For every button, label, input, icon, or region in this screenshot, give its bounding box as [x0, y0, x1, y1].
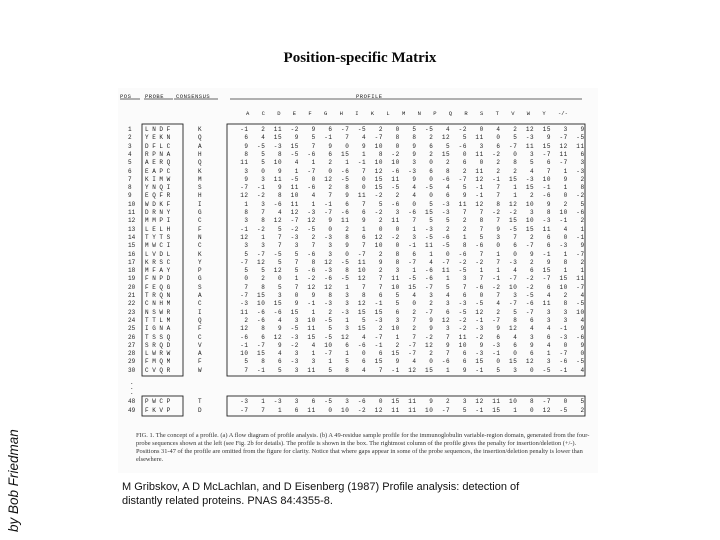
profile-row-values: 3 0 9 1 -7 0 -6 7 12 -6 -3 6 8 2 11 2 2 4 7 1 -3	[236, 167, 589, 175]
probe-residues: D R N Y	[145, 209, 174, 216]
matrix-position: 9	[128, 192, 132, 200]
profile-row-values: 11 5 10 4 1 2 1 -1 10 10 3 0 2 6 0 2 8 5 6 -7 3	[236, 159, 589, 167]
pos-header: POS	[120, 93, 132, 100]
consensus-residue: W	[198, 366, 202, 374]
probe-residues: C N H M	[145, 300, 174, 308]
profile-column-header: H	[339, 110, 343, 117]
consensus-residue: C	[198, 217, 202, 225]
matrix-position: 2	[128, 134, 132, 142]
matrix-position: 8	[128, 184, 132, 192]
profile-row-values: -1 2 11 -2 9 6 -7 -5 2 0 5 -5 4 -2 0 4 2 12 15 3 9	[236, 126, 589, 133]
probe-residues: Y E K N	[145, 134, 174, 142]
consensus-residue: K	[198, 126, 202, 133]
profile-column-header: E	[292, 110, 297, 117]
matrix-position: 23	[128, 308, 136, 316]
profile-row-values: 8 5 8 -5 -6 6 15 1 8 -2 9 2 15 0 11 -2 0 3 -7 11 6	[236, 150, 589, 158]
probe-residues: A E R Q	[145, 159, 174, 167]
profile-column-header: Y	[542, 110, 546, 117]
matrix-position: 25	[128, 325, 136, 333]
profile-row-values: 8 7 4 12 -3 -7 -6 6 -2 3 -6 15 -3 7 7 -2 -2 3 8 10 -6	[236, 209, 589, 216]
probe-residues: P W C P	[145, 398, 174, 405]
consensus-residue: A	[198, 292, 202, 299]
profile-row-values: 0 2 0 1 -2 -6 -5 12 7 11 -5 -6 1 3 7 -1 -7 -2 -7 15 11	[236, 275, 589, 283]
probe-residues: M W C I	[145, 242, 174, 250]
profile-row-values: -7 12 5 7 8 12 -5 11 9 8 -7 4 -7 -2 -2 7 -3 2 9 8 2	[236, 258, 589, 266]
consensus-residue: K	[198, 250, 202, 258]
consensus-residue: I	[198, 200, 202, 208]
consensus-residue: I	[198, 308, 202, 316]
matrix-position: 3	[128, 142, 132, 150]
profile-column-header: F	[308, 110, 312, 117]
profile-row-values: 3 8 12 -7 12 9 11 9 2 11 7 5 5 2 8 7 15 10 -3 -1 2	[236, 217, 589, 225]
consensus-residue: F	[198, 225, 202, 233]
probe-residues: L E L H	[145, 225, 174, 233]
profile-row-values: -7 -1 9 11 -6 2 8 0 15 -5 4 -5 4 5 -1 7 1 15 -1 1 8	[236, 184, 589, 192]
matrix-position: 11	[128, 209, 136, 216]
profile-column-header: T	[495, 110, 499, 117]
consensus-residue: A	[198, 142, 202, 150]
matrix-position: 6	[128, 167, 132, 175]
consensus-residue: H	[198, 192, 202, 200]
consensus-residue: N	[198, 233, 202, 241]
profile-row-values: -1 -7 9 -2 4 10 6 -6 -1 2 -7 12 9 10 9 -3 6 9 4 0 9	[236, 341, 589, 349]
profile-header: PROFILE	[356, 93, 383, 100]
profile-row-values: 12 8 9 -5 11 5 3 15 2 10 2 9 3 -2 -3 9 12 4 4 -1 9	[236, 325, 589, 333]
matrix-position: 7	[128, 175, 132, 183]
consensus-residue: T	[198, 398, 202, 405]
profile-column-header: P	[433, 110, 437, 117]
matrix-position: 19	[128, 275, 136, 283]
probe-residues: T T L M	[145, 316, 174, 324]
profile-row-values: 5 -7 -5 5 -6 3 0 -7 2 8 6 1 0 -6 7 1 0 9 -1 1 -7	[236, 250, 589, 258]
profile-row-values: -3 1 -3 3 6 -5 3 -6 0 15 11 9 2 3 12 11 10 8 -7 0 5	[236, 398, 589, 405]
profile-row-values: 1 3 -6 11 1 -1 6 7 5 -6 0 5 -3 11 12 8 12 10 9 2 5	[236, 200, 589, 208]
consensus-residue: G	[198, 275, 202, 283]
probe-residues: E A P C	[145, 167, 174, 175]
consensus-residue: C	[198, 333, 202, 341]
matrix-position: 12	[128, 217, 136, 225]
consensus-residue: S	[198, 283, 202, 291]
probe-residues: K R S C	[145, 258, 174, 266]
citation: M Gribskov, A D McLachlan, and D Eisenberg (1987) Profile analysis: detection of distantly related proteins. PNAS 84:4355-8.	[122, 481, 520, 507]
matrix-position: 21	[128, 292, 136, 299]
consensus-residue: F	[198, 325, 202, 333]
profile-row-values: -7 7 1 6 11 0 10 -2 12 11 11 10 -7 5 -1 15 1 0 12 -5 2	[236, 407, 589, 414]
probe-residues: T S S Q	[145, 333, 174, 341]
profile-column-header: K	[370, 110, 375, 117]
matrix-position: 30	[128, 366, 136, 374]
profile-row-values: 6 4 15 9 5 -1 7 4 -7 8 8 2 12 5 11 0 5 -3 9 -7 -5	[236, 134, 589, 142]
probe-residues: T R Q N	[145, 292, 174, 299]
matrix-position: 20	[128, 283, 136, 291]
probe-residues: L N D F	[145, 126, 174, 133]
matrix-position: 29	[128, 358, 136, 366]
matrix-position: 5	[128, 159, 132, 167]
matrix-position: 49	[128, 407, 136, 414]
consensus-residue: Q	[198, 134, 202, 142]
slide-title: Position-specific Matrix	[283, 50, 437, 66]
consensus-residue: H	[198, 150, 202, 158]
figure-caption: FIG. 1. The concept of a profile. (a) A flow diagram of profile analysis. (b) A 49-residue sample profile for the immunoglobulin variable-region domain, generated from the four-probe sequences shown at the left (see Fig. 2b for details). The profile is shown in the box. The rightmost column of the profile gives the penalty for insertion/deletion (+/-). Positions 31-47 of the profile are omitted from the figure for clarity. Notice that where gaps appear in some of the probe sequences, the insertion/deletion penalty is lower than elsewhere.	[136, 432, 590, 463]
matrix-position: 1	[128, 126, 132, 133]
matrix-position: 22	[128, 300, 136, 308]
probe-residues: C V Q R	[145, 366, 174, 374]
matrix-position: 13	[128, 225, 136, 233]
profile-row-values: 10 15 4 3 1 -7 1 0 6 15 -7 2 7 6 -3 -1 0 6 1 -7 0	[236, 350, 589, 358]
probe-header: PROBE	[145, 93, 165, 100]
matrix-position: 18	[128, 267, 136, 275]
matrix-position: 16	[128, 250, 136, 258]
consensus-header: CONSENSUS	[176, 93, 211, 100]
profile-column-header: I	[355, 110, 359, 117]
profile-column-header: L	[386, 110, 390, 117]
probe-residues: T Y T S	[145, 233, 174, 241]
consensus-residue: G	[198, 209, 202, 216]
matrix-position: 10	[128, 200, 136, 208]
profile-column-header: Q	[448, 110, 453, 117]
profile-column-header: A	[246, 110, 250, 117]
probe-residues: K I M W	[145, 175, 174, 183]
matrix-position: 15	[128, 242, 136, 250]
profile-column-header: V	[511, 110, 515, 117]
probe-residues: Y N Q I	[145, 184, 174, 192]
probe-residues: L V D L	[145, 250, 174, 258]
profile-column-header: W	[526, 110, 531, 117]
consensus-residue: F	[198, 358, 202, 366]
profile-row-values: -3 10 15 9 -1 -3 3 12 -1 5 0 2 3 -3 -5 4 -7 -6 11 8 -5	[236, 300, 589, 308]
profile-column-header: S	[480, 110, 484, 117]
consensus-residue: C	[198, 300, 202, 308]
consensus-residue: A	[198, 350, 202, 358]
profile-row-values: 5 8 6 -3 3 1 5 6 15 9 4 0 -6 6 15 0 15 12 3 -6 -5	[236, 358, 589, 366]
probe-residues: I G N A	[145, 325, 174, 333]
profile-column-header: D	[277, 110, 281, 117]
probe-residues: L W R W	[145, 350, 174, 358]
matrix-position: 28	[128, 350, 136, 358]
matrix-position: 27	[128, 341, 136, 349]
consensus-residue: K	[198, 167, 202, 175]
consensus-residue: V	[198, 341, 202, 349]
profile-column-header: -/-	[558, 110, 568, 117]
consensus-residue: Q	[198, 316, 202, 324]
profile-row-values: 12 -2 8 10 4 7 9 11 -2 2 4 0 6 9 -1 7 1 2 -6 0 -2	[236, 192, 589, 200]
scanned-figure	[118, 88, 598, 473]
profile-column-header: N	[417, 110, 421, 117]
matrix-position: 24	[128, 316, 136, 324]
profile-row-values: 9 3 11 -5 0 12 -5 0 15 11 9 0 -6 -7 12 -1 15 -3 10 9 2	[236, 175, 589, 183]
probe-residues: M M P I	[145, 217, 174, 225]
profile-row-values: -6 6 12 -3 15 -5 12 4 -7 1 7 -2 7 11 -2 6 4 3 6 -3 -6	[236, 333, 589, 341]
probe-residues: F E Q G	[145, 283, 174, 291]
consensus-residue: C	[198, 242, 202, 250]
probe-residues: F M Q M	[145, 358, 174, 366]
consensus-residue: S	[198, 184, 202, 192]
matrix-position: 26	[128, 333, 136, 341]
profile-row-values: 5 5 12 5 -6 -3 8 10 2 3 1 -6 11 -5 1 1 4 6 15 1 1	[236, 267, 589, 275]
profile-row-values: -1 -2 5 -2 -5 0 2 1 0 0 1 -3 2 2 7 9 -5 15 11 4 1	[236, 225, 589, 233]
profile-row-values: 7 -1 5 3 11 5 8 4 7 -1 12 15 1 9 -1 5 3 0 -5 -1 4	[236, 366, 589, 374]
consensus-residue: Y	[198, 258, 202, 266]
side-credit: by Bob Friedman	[6, 429, 21, 532]
consensus-residue: D	[198, 407, 202, 414]
profile-row-values: -7 15 3 0 9 8 3 8 6 5 4 3 4 6 0 7 3 -5 4 2 4	[236, 292, 589, 299]
profile-row-values: 12 1 7 -3 2 -3 8 6 12 -2 3 -5 -6 1 5 3 7 2 6 0 -1	[236, 233, 589, 241]
profile-row-values: 3 3 7 3 7 3 9 7 10 0 -1 11 -5 8 -6 0 6 -7 6 -3 9	[236, 242, 589, 250]
profile-row-values: 2 -6 4 3 10 -5 1 5 -3 3 7 9 12 -2 -1 -7 8 6 3 3 4	[236, 316, 589, 324]
consensus-residue: P	[198, 267, 202, 275]
profile-column-header: M	[402, 110, 406, 117]
matrix-position: 4	[128, 150, 132, 158]
probe-residues: W D K F	[145, 200, 174, 208]
probe-residues: N S W R	[145, 308, 174, 316]
profile-row-values: 11 -6 -6 15 1 2 -3 15 15 6 2 -7 6 -5 12 2 5 -7 3 3 10	[236, 308, 589, 316]
matrix-position: 17	[128, 258, 136, 266]
probe-residues: D F L C	[145, 142, 174, 150]
probe-residues: F N P D	[145, 275, 174, 283]
matrix-position: 14	[128, 233, 136, 241]
profile-row-values: 9 -5 -3 15 7 9 0 9 10 0 9 6 5 -6 3 6 -7 11 15 12 11	[236, 142, 589, 150]
matrix-position: 48	[128, 398, 136, 405]
consensus-residue: Q	[198, 159, 202, 167]
profile-row-values: 7 8 5 7 12 12 1 7 7 10 15 -7 5 7 -6 -2 10 -2 6 10 -7	[236, 283, 589, 291]
probe-residues: M F A Y	[145, 267, 174, 275]
profile-column-header: C	[261, 110, 265, 117]
profile-column-header: R	[464, 110, 468, 117]
omitted-rows-marker: . . .	[130, 379, 134, 396]
probe-residues: R P N A	[145, 150, 174, 158]
probe-residues: E Q F R	[145, 192, 174, 200]
probe-residues: S R Q D	[145, 341, 174, 349]
consensus-residue: M	[198, 175, 202, 183]
probe-residues: F K V P	[145, 407, 174, 414]
profile-column-header: G	[324, 110, 328, 117]
